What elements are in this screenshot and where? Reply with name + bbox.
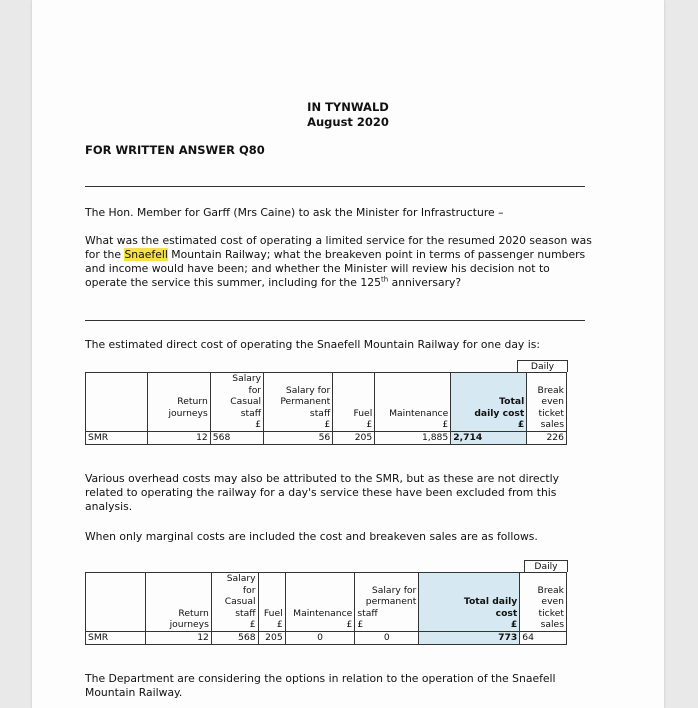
intro-text: The Hon. Member for Garff (Mrs Caine) to ask the Minister for Infrastructure – xyxy=(85,206,504,219)
table2-header-return: Return journeys xyxy=(145,573,211,632)
table1-row-breakeven: 226 xyxy=(527,431,567,444)
question-part-1: What was the estimated cost of operating a limited service for the resumed 2020 season was for the xyxy=(85,234,592,261)
divider-1 xyxy=(85,186,585,187)
table2-row-return: 12 xyxy=(145,631,211,644)
written-answer-heading: FOR WRITTEN ANSWER Q80 xyxy=(85,143,265,157)
table2-header-total: Total daily cost £ xyxy=(419,573,520,632)
table1-data-row xyxy=(86,431,567,444)
table1-row-maintenance: 1,885 xyxy=(375,431,451,444)
table2-row-maintenance: 0 xyxy=(285,631,355,644)
question-highlight: Snaefell xyxy=(124,248,168,261)
table2-header-row xyxy=(86,573,567,632)
table1-header-maintenance: Maintenance £ xyxy=(375,373,451,432)
overhead-text: Various overhead costs may also be attributed to the SMR, but as these are not directly related to operating the railway for a day's service these have been excluded from this analysis. xyxy=(85,472,560,513)
table2-row-breakeven: 64 xyxy=(520,631,567,644)
question-text xyxy=(85,234,595,290)
answer-intro: The estimated direct cost of operating the Snaefell Mountain Railway for one day is: xyxy=(85,338,541,351)
table1-row-total: 2,714 xyxy=(451,431,527,444)
title-line-1: IN TYNWALD xyxy=(307,100,389,114)
document-page xyxy=(32,0,664,708)
table2-row-label: SMR xyxy=(86,631,146,644)
table2-header-maintenance: Maintenance £ xyxy=(285,573,355,632)
table2-header-blank xyxy=(86,573,146,632)
table1-row-permanent: 56 xyxy=(264,431,333,444)
table2-header-casual: Salary for Casual staff £ xyxy=(211,573,258,632)
table1-row-casual: 568 xyxy=(210,431,263,444)
table2-header-breakeven: Break even ticket sales xyxy=(520,573,567,632)
table2-header-permanent: Salary for permanent staff £ xyxy=(355,573,419,632)
table2-row-total: 773 xyxy=(419,631,520,644)
marginal-intro: When only marginal costs are included the cost and breakeven sales are as follows. xyxy=(85,530,538,543)
table2-row-fuel: 205 xyxy=(258,631,285,644)
table2-header-fuel: Fuel £ xyxy=(258,573,285,632)
question-superscript: th xyxy=(380,275,389,284)
table1-header-row xyxy=(86,373,567,432)
divider-2 xyxy=(85,320,585,321)
title-line-2: August 2020 xyxy=(307,115,389,129)
table1-header-return: Return journeys xyxy=(148,373,210,432)
table1-header-fuel: Fuel £ xyxy=(333,373,375,432)
table2-row-casual: 568 xyxy=(211,631,258,644)
table2-daily-cap: Daily xyxy=(524,560,568,572)
table1-header-permanent: Salary for Permanent staff £ xyxy=(264,373,333,432)
table2-row-permanent: 0 xyxy=(355,631,419,644)
table1-row-fuel: 205 xyxy=(333,431,375,444)
table2-data-row xyxy=(86,631,567,644)
direct-cost-table xyxy=(85,372,567,445)
table1-daily-cap: Daily xyxy=(517,360,568,372)
table1-row-return: 12 xyxy=(148,431,210,444)
closing-text: The Department are considering the options in relation to the operation of the Snaefell Mountain Railway. xyxy=(85,672,556,699)
table1-row-label: SMR xyxy=(86,431,148,444)
table1-header-blank xyxy=(86,373,148,432)
table1-header-breakeven: Break even ticket sales xyxy=(527,373,567,432)
table1-header-casual: Salary for Casual staff £ xyxy=(210,373,263,432)
question-part-2: Mountain Railway; what the breakeven point in terms of passenger numbers and income would have been; and whether the Minister will review his decision not to operate the service this summer, including for the 125 xyxy=(85,248,586,289)
question-part-3: anniversary? xyxy=(388,276,462,289)
marginal-cost-table xyxy=(85,572,567,645)
table1-header-total: Total daily cost £ xyxy=(451,373,527,432)
